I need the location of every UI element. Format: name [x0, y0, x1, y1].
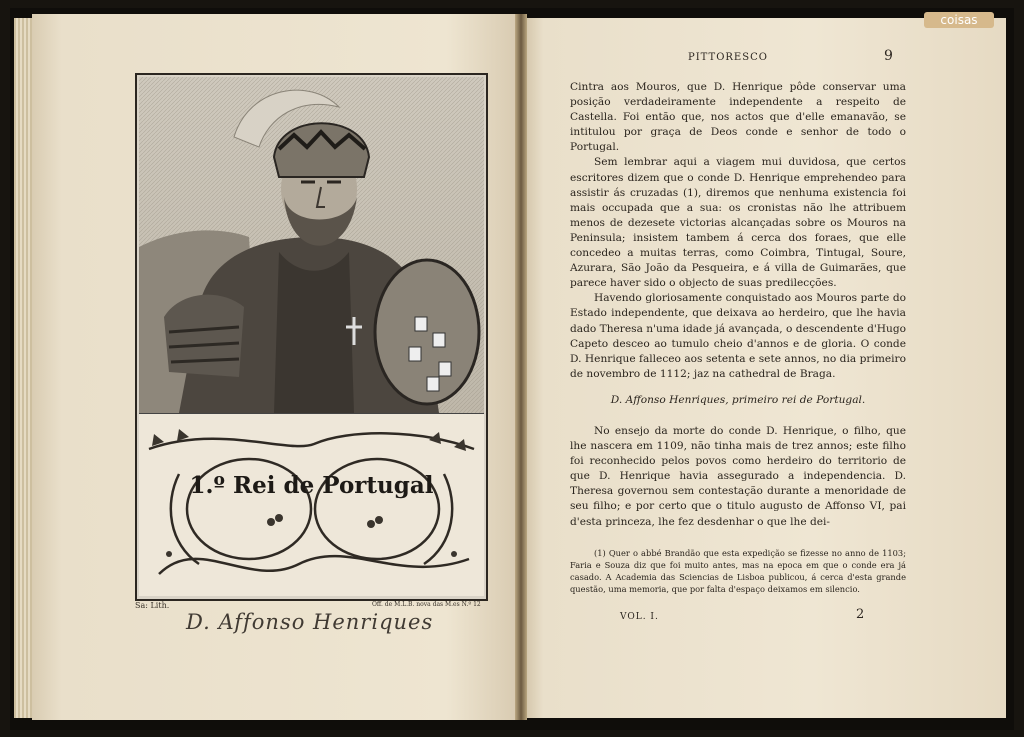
printer-credit: Off. de M.L.B. nova das M.es N.º 12: [372, 601, 481, 608]
ornamental-title-panel: [139, 413, 484, 596]
section-heading: D. Affonso Henriques, primeiro rei de Portugal.: [610, 393, 866, 406]
body-text: [570, 80, 906, 530]
paragraph: Havendo gloriosamente conquistado aos Mouros parte do Estado independente, que deixava ao herdeiro, que lhe havia dado Theresa n'uma idade já avançada, o descendente d'Hugo Capeto desceo ao tumulo cheio d'annos e de gloria. O conde D. Henrique falleceo aos setenta e sete annos, no dia primeiro de novembro de 1112; jaz na cathedral de Braga.: [570, 292, 906, 380]
footnote: [570, 547, 906, 595]
book-gutter: [515, 14, 527, 720]
plate-title: 1.º Rei de Portugal: [189, 472, 434, 499]
lithographer-credit: Sa: Lith.: [135, 601, 170, 610]
volume-mark: VOL. I.: [620, 612, 659, 622]
portrait-plate: [135, 73, 488, 601]
watermark-logo: coisas: [924, 12, 994, 28]
king-portrait-image: [139, 77, 484, 413]
running-header: PITTORESCO: [688, 52, 768, 63]
signature-mark: 2: [856, 607, 865, 622]
paragraph: No ensejo da morte do conde D. Henrique, o filho, que lhe nascera em 1109, não tinha mais de trez annos; este filho foi reconhecido pelos povos como herdeiro do territorio de que D. Henrique havia assegurado a independencia. D. Theresa governou sem contestação durante a menoridade de seu filho; e por certo que o titulo augusto de Affonso VI, pai d'esta princeza, lhe fez desdenhar o que lhe dei-: [570, 424, 906, 528]
footnote-text: (1) Quer o abbé Brandão que esta expedição se fizesse no anno de 1103; Faria e Souza diz que foi muito antes, mas na epoca em que o conde era já casado. A Academia das Sciencias de Lisboa publicou, á cerca d'esta grande questão, uma memoria, que por falta d'espaço deixamos em silencio.: [570, 548, 906, 594]
paragraph: Sem lembrar aqui a viagem mui duvidosa, que certos escritores dizem que o conde D. Henrique emprehendeo para assistir ás cruzadas (1), diremos que nenhuma existencia foi mais occupada que a sua: os cronistas não lhe attribuem menos de dezesete victorias alcançadas sobre os Mouros na Peninsula; insistem tambem á cerca dos foraes, que elle concedeo a muitas terras, como Coimbra, Tintugal, Soure, Azurara, São João da Pesqueira, e á villa de Guimarães, que parece haver sido o objecto de suas predilecções.: [570, 156, 906, 290]
paragraph: Cintra aos Mouros, que D. Henrique pôde conservar uma posição verdadeiramente independente a respeito de Castella. Foi então que, nos actos que d'elle emanavão, se intitulou por graça de Deos conde e senhor de todo o Portugal.: [570, 81, 906, 154]
king-name-caption: D. Affonso Henriques: [186, 610, 434, 634]
page-number: 9: [884, 48, 893, 64]
